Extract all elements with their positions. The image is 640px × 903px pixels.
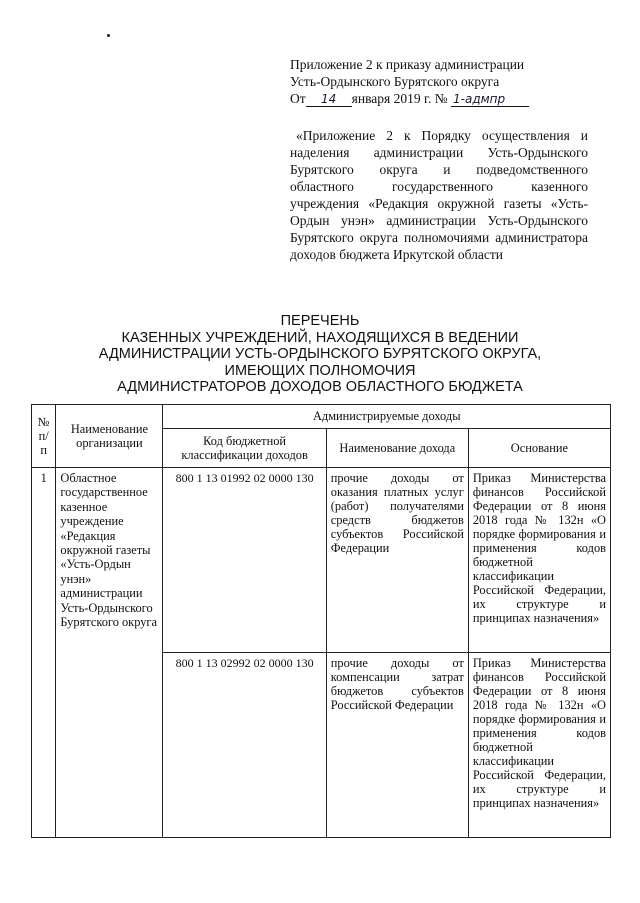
cell-code: 800 1 13 02992 02 0000 130 [163,653,326,838]
header-org: Наименование организации [56,405,163,468]
title-line-3: АДМИНИСТРАЦИИ УСТЬ-ОРДЫНСКОГО БУРЯТСКОГО ОКРУГА, [98,346,542,362]
cell-basis: Приказ Министерства финансов Российской Федерации от 8 июня 2018 года № 132н «О порядке формирования и применения кодов бюджетной классификации Российской Федерации, их структуре и принципах назначения» [468,468,610,653]
header-basis: Основание [468,428,610,467]
appendix-quote: «Приложение 2 к Порядку осуществления и наделения администрации Усть-Ордынского Бурятского округа и подведомственного областного государственного казенного учреждения «Редакция окружной газеты «Усть-Ордын унэн» администрации Усть-Ордынского Бурятского округа полномочиями администратора доходов бюджета Иркутской области [290,128,588,262]
header-code: Код бюджетной классификации доходов [163,428,326,467]
document-title [60,313,580,396]
date-prefix: От [290,91,306,106]
handwritten-order-number: 1-адмпр [451,93,529,107]
appendix-line-1: Приложение 2 к приказу администрации [290,57,525,72]
title-line-2: КАЗЕННЫХ УЧРЕЖДЕНИЙ, НАХОДЯЩИХСЯ В ВЕДЕНИИ [121,329,519,346]
handwritten-day: 14 [306,93,352,107]
header-income-name: Наименование дохода [326,428,468,467]
date-suffix: января 2019 г. № [351,91,448,106]
cell-num: 1 [32,468,56,838]
table-header-row [32,405,611,429]
cell-code: 800 1 13 01992 02 0000 130 [163,468,326,653]
cell-org: Областное государственное казенное учреждение «Редакция окружной газеты «Усть-Ордын унэн» администрации Усть-Ордынского Бурятского округа [56,468,163,838]
cell-basis: Приказ Министерства финансов Российской Федерации от 8 июня 2018 года № 132н «О порядке формирования и применения кодов бюджетной классификации Российской Федерации, их структуре и принципах назначения» [468,653,610,838]
table-row [32,468,611,653]
appendix-header [290,56,590,107]
header-income-group: Администрируемые доходы [163,405,611,429]
title-line-4: ИМЕЮЩИХ ПОЛНОМОЧИЯ [224,362,416,379]
cell-income-name: прочие доходы от оказания платных услуг (работ) получателями средств бюджетов субъектов Российской Федерации [326,468,468,653]
appendix-line-2: Усть-Ордынского Бурятского округа [290,74,500,89]
title-line-5: АДМИНИСТРАТОРОВ ДОХОДОВ ОБЛАСТНОГО БЮДЖЕТА [117,379,523,395]
scan-speck [107,34,110,37]
appendix-date-line [290,90,590,107]
title-line-1: ПЕРЕЧЕНЬ [280,313,360,329]
cell-income-name: прочие доходы от компенсации затрат бюджетов субъектов Российской Федерации [326,653,468,838]
revenue-table [31,404,611,838]
header-num: № п/п [32,405,56,468]
